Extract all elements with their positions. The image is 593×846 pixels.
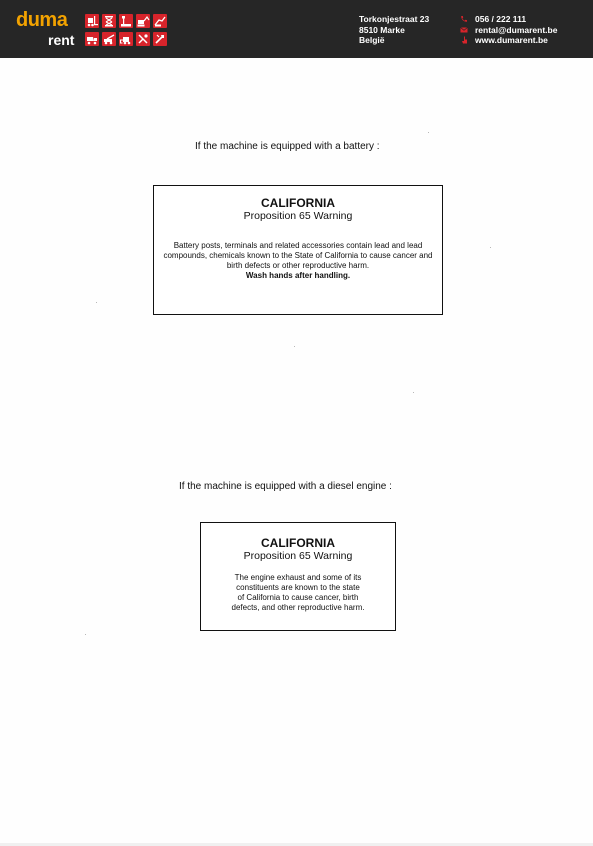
warning-title: CALIFORNIA [261,196,335,210]
warning-body-line: of California to cause cancer, birth [237,593,359,602]
warning-body [201,573,395,613]
address-city: 8510 Marke [359,24,405,35]
machine-icons-bottom-row [85,32,167,46]
phone-icon [460,15,468,23]
warning-subtitle: Proposition 65 Warning [243,550,353,562]
excavator-icon [136,14,150,28]
breaker-icon [136,32,150,46]
scan-speck [428,132,429,133]
scissor-lift-icon [102,14,116,28]
warning-title: CALIFORNIA [261,536,335,550]
warning-subtitle: Proposition 65 Warning [243,210,353,222]
contact-phone[interactable] [460,14,557,25]
warning-emphasis: Wash hands after handling. [245,271,351,280]
logo-word-duma: duma [16,9,68,31]
address-street: Torkonjestraat 23 [359,14,430,24]
forklift-icon [85,14,99,28]
warning-body-line: constituents are known to the state [236,583,360,592]
company-address [359,14,429,46]
dumper-icon [85,32,99,46]
scan-speck [490,247,491,248]
scan-speck [294,346,295,347]
contact-phone-text: 056 / 222 111 [475,14,527,24]
aerial-platform-icon [119,14,133,28]
contact-email-text: rental@dumarent.be [475,24,558,35]
tools-icon [153,32,167,46]
address-country: België [359,35,385,45]
warning-body: Battery posts, terminals and related accessories contain lead and lead compounds, chemicals known to the State of California to cause cancer and birth defects or other reproductive harm. [163,241,433,270]
contact-email[interactable] [460,25,557,36]
battery-prop65-warning [153,185,443,315]
warning-body-line: The engine exhaust and some of its [234,573,362,582]
battery-intro-text: If the machine is equipped with a battery : [195,141,380,152]
letterhead-bar [0,0,593,58]
contact-website[interactable] [460,35,557,46]
mail-icon [460,26,468,34]
compactor-icon [153,14,167,28]
pointer-icon [460,36,468,44]
logo-word-rent: rent [48,32,75,48]
loader-icon [119,32,133,46]
scan-speck [96,302,97,303]
warning-body-line: defects, and other reproductive harm. [231,603,365,612]
machine-icons-top-row [85,14,167,28]
diesel-prop65-warning [200,522,396,631]
diesel-intro-text: If the machine is equipped with a diesel engine : [179,481,392,492]
dumarent-logo [16,10,176,50]
scan-speck [413,392,414,393]
scan-speck [85,634,86,635]
contact-website-text: www.dumarent.be [475,35,548,45]
telehandler-icon [102,32,116,46]
company-contacts [460,14,557,46]
